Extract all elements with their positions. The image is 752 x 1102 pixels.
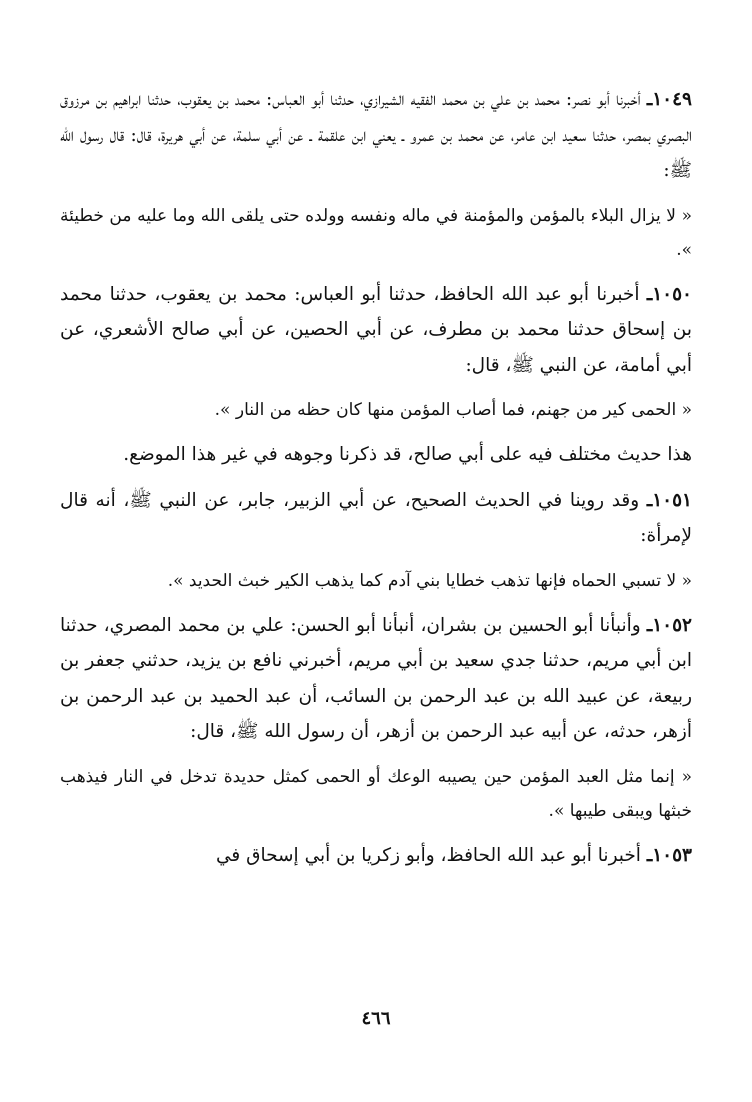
hadith-1049: [60, 82, 692, 189]
hadith-number: ١٠٥٣ـ: [646, 844, 692, 866]
paragraph-text: « إنما مثل العبد المؤمن حين يصيبه الوعك أو الحمى كمثل حديدة تدخل في النار فيذهب خبثها ويبقى طيبها ».: [60, 766, 692, 821]
commentary: [60, 437, 692, 473]
paragraph-text: أخبرنا أبو عبد الله الحافظ، حدثنا أبو العباس: محمد بن يعقوب، حدثنا محمد بن إسحاق حدثنا محمد بن مطرف، عن أبي الحصين، عن أبي صالح الأشعري، عن أبي أمامة، عن النبي ﷺ، قال:: [60, 283, 692, 376]
hadith-number: ١٠٤٩ـ: [646, 89, 692, 110]
hadith-quote: [60, 564, 692, 598]
paragraph-text: وقد روينا في الحديث الصحيح، عن أبي الزبير، جابر، عن النبي ﷺ، أنه قال لإمرأة:: [60, 489, 692, 546]
hadith-number: ١٠٥٠ـ: [646, 283, 692, 305]
paragraph-text: أخبرنا أبو عبد الله الحافظ، وأبو زكريا بن أبي إسحاق في: [215, 844, 647, 866]
paragraph-text: وأنبأنا أبو الحسين بن بشران، أنبأنا أبو الحسن: علي بن محمد المصري، حدثنا ابن أبي مريم، حدثنا جدي سعيد بن أبي مريم، أخبرني نافع بن يزيد، حدثني جعفر بن ربيعة، عن عبيد الله بن عبد الرحمن بن السائب، أن عبد الحميد بن عبد الرحمن بن أزهر، حدثه، عن أبيه عبد الرحمن بن أزهر، أن رسول الله ﷺ، قال:: [60, 614, 692, 742]
page-body: [60, 82, 692, 883]
paragraph-text: « لا تسبي الحماه فإنها تذهب خطايا بني آدم كما يذهب الكير خبث الحديد ».: [167, 570, 692, 591]
paragraph-text: « لا يزال البلاء بالمؤمن والمؤمنة في ماله ونفسه وولده حتى يلقى الله وما عليه من خطيئة ».: [60, 205, 692, 260]
hadith-number: ١٠٥١ـ: [646, 489, 692, 511]
hadith-quote: [60, 760, 692, 828]
paragraph-text: « الحمى كير من جهنم، فما أصاب المؤمن منها كان حظه من النار ».: [214, 400, 692, 420]
hadith-1050: [60, 277, 692, 384]
paragraph-text: أخبرنا أبو نصر: محمد بن علي بن محمد الفقيه الشيرازي، حدثنا أبو العباس: محمد بن يعقوب، حدثنا ابراهيم بن مرزوق البصري بمصر، حدثنا سعيد ابن عامر، عن محمد بن عمرو ـ يعني ابن علقمة ـ عن أبي سلمة، عن أبي هريرة، قال: قال رسول الله ﷺ:: [60, 89, 692, 181]
hadith-quote: [60, 199, 692, 267]
hadith-number: ١٠٥٢ـ: [646, 614, 692, 636]
hadith-1053: [60, 838, 692, 874]
hadith-1052: [60, 608, 692, 750]
page-number: ٤٦٦: [361, 1008, 391, 1029]
hadith-quote: [60, 393, 692, 427]
hadith-1051: [60, 483, 692, 554]
paragraph-text: هذا حديث مختلف فيه على أبي صالح، قد ذكرنا وجوهه في غير هذا الموضع.: [123, 444, 692, 465]
